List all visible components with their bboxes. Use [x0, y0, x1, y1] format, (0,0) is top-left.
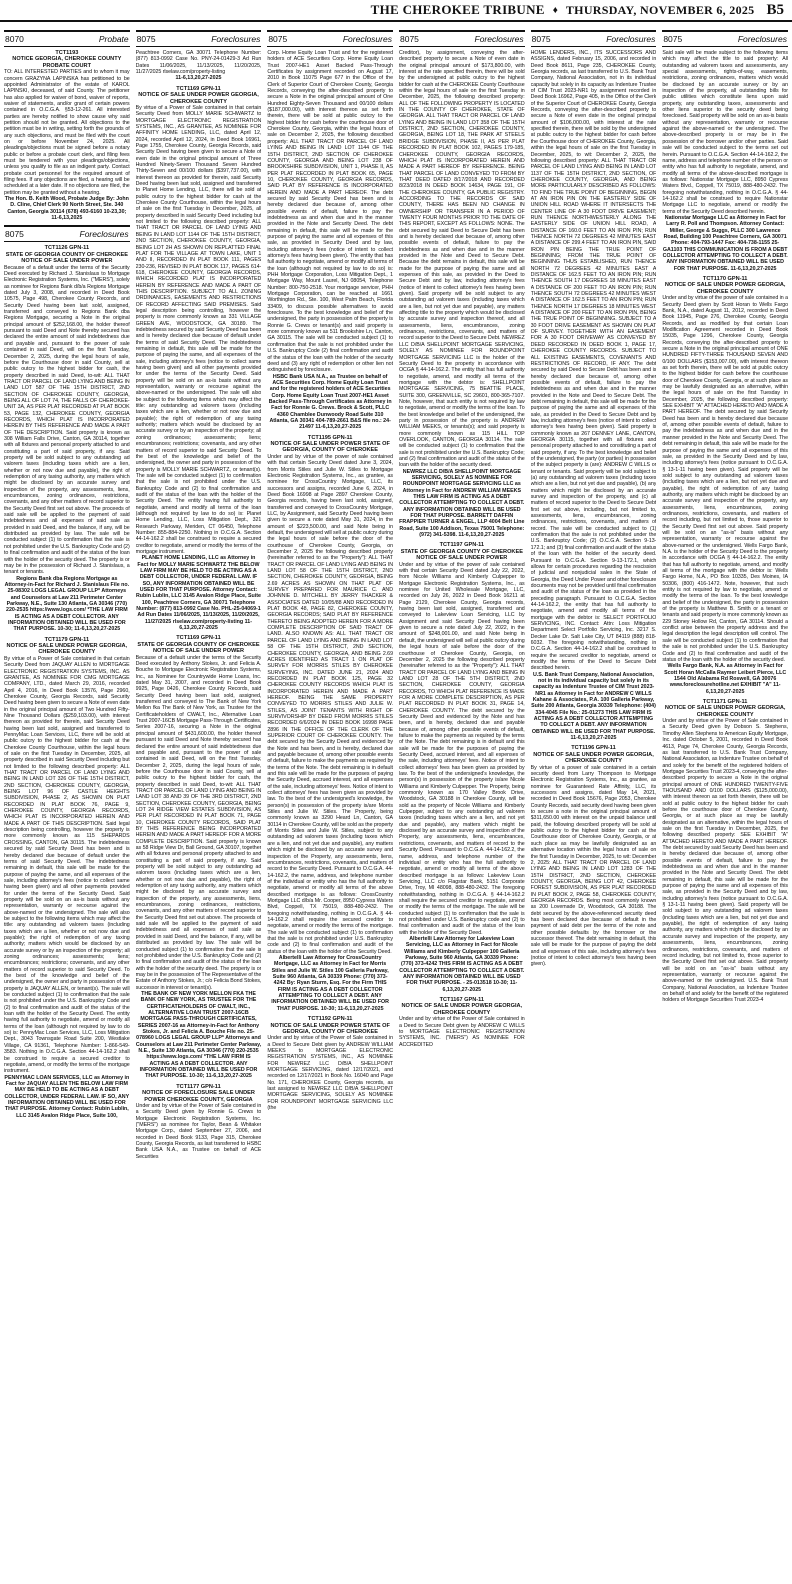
notice-body: Peachtree Corners, GA 30071 Telephone Number: (877) 813-0992 Case No. PNY-24-01429-3 Ad Run Dates 11/06/2025, 11/13/2025, 11/20/2025, 11/27/2025 rlselaw.com/property-listing — [135, 50, 262, 76]
legal-notice — [136, 50, 262, 82]
section-code: 8075 — [136, 34, 156, 44]
notice-reference: TCT1195 GPN-11 — [307, 434, 353, 441]
notice-signature: NEWREZ LLC D/B/A SHELLPOINT MORTGAGE SERVICING, SOLELY AS NOMINEE FOR ROUNDPOINT MORTGAGE SERVICING LLC as Attorney in Fact for ANDREW WILLIAM MEEKS THIS LAW FIRM IS ACTING AS A DEBT COLLECTOR ATTEMPTING TO COLLECT A DEBT. ANY INFORMATION OBTAINED WILL BE USED FOR THAT PURPOSE. BARRETT DAFFIN FRAPPIER TURNER & ENGEL, LLP 4004 Belt Line Road, Suite 100 Addison, Texas 75001 Telephone: (972) 341-5398. 11-6,13,20,27-2025 — [399, 468, 525, 539]
notice-body: Under and by virtue of the Power of Sale contained in a Deed to Secure Debt given by ANDREW WILLIAM MEEKS to MORTGAGE ELECTRONIC REGISTRATION SYSTEMS, INC., AS NOMINEE FOR NEWREZ LLC D/B/A SHELLPOINT MORTGAGE SERVICING, dated 12/17/2021, and recorded on 12/17/2021 in Book No. 16040 and Page No. 171, CHEROKEE County, Georgia records, as last assigned to NEWREZ LLC D/B/A SHELLPOINT MORTGAGE SERVICING, SOLELY AS NOMINEE FOR ROUNDPOINT MORTGAGE SERVICING LLC (the — [267, 1035, 393, 1112]
section-category: Foreclosures — [211, 34, 261, 44]
notice-signature: U.S. Bank Trust Company, National Association, not in its individual capacity but solely in its capacity as Indenture Trustee of CIM Trust 2023-NR1 as Attorney in Fact for ANDREW C WILLS Kahane & Associates, P.A. 100 Galleria Parkway, Suite 200 Atlanta, Georgia 30339 Telephone: (404) 334-4045 File No.: 25-01273 THIS LAW FIRM IS ACTING AS A DEBT COLLECTOR ATTEMPTING TO COLLECT A DEBT. ANY INFORMATION OBTAINED WILL BE USED FOR THAT PURPOSE. 11-6,13,20,27-2025 — [531, 671, 656, 742]
diamond-separator-icon: ♦ — [552, 4, 558, 16]
notice-title: NOTICE OF SALE UNDER POWER GEORGIA, CHEROKEE COUNTY — [138, 92, 259, 105]
notice-title: NOTICE OF SALE UNDER POWER GEORGIA, CHEROKEE COUNTY — [6, 643, 128, 656]
column-2 — [136, 28, 262, 1580]
column-6 — [662, 28, 788, 1580]
notice-body: TO: ALL INTERESTED PARTIES and to whom it may concern GRAZYNA LAPINSKA has petitioned to be appointed Administrator of the estate of KAROL LAPINSKI, deceased, of said County. The petitioner has also applied for waiver of bond, waiver of reports, waiver of statements, and/or grant of certain powers contained in O.C.G.A. §53-12-261. All interested parties are hereby notified to show cause why said petition should not be granted. All objections to the petition must be in writing, setting forth the grounds of any such objections, and must be filed with the court on or before November 24, 2025. All pleadings/objections must be signed before a notary public or before a probate court clerk, and filing fees must be tendered with your pleadings/objections, unless you qualify to file as an indigent party. Contact probate court personnel for the required amount of filing fees. If any objections are filed, a hearing will be scheduled at a later date. If no objections are filed, the petition may be granted without a hearing. — [4, 69, 130, 196]
notice-title: NOTICE GEORGIA, CHEROKEE COUNTY PROBATE COURT — [12, 56, 122, 69]
notice-body: Because of a default under the terms of the Security Deed executed by Richard J. Stanislaus to Mortgage Electronic Registration Systems, Inc. ("MERS"), solely as nominee for Regions Bank d/b/a Regions Mortgage dated July 3, 2008, and recorded in Deed Book 10575, Page 498, Cherokee County Records, and Security Deed having been last sold, assigned, transferred and conveyed to Regions Bank dba Regions Mortgage, securing a Note in the original principal amount of $252,168.00, the holder thereof pursuant to said Deed and Note thereby secured has declared the entire amount of said indebtedness due and payable and, pursuant to the power of sale contained in said Deed, will on the first Tuesday, December 2, 2025, during the legal hours of sale, before the Courthouse door in said County, sell at public outcry to the highest bidder for cash, the property described in said Deed, to-wit: ALL THAT TRACT OR PARCEL OF LAND LYING AND BEING IN LAND LOT 587 OF THE 15TH DISTRICT, 2ND SECTION OF CHEROKEE COUNTY, GEORGIA, BEING ALL OF LOT 74, THE FALLS OF CHEROKEE-UNIT 3A, AS PER PLAT RECORDED AT PLAT BOOK 53, PAGE 132, CHEROKEE COUNTY, GEORGIA RECORDS, WHICH PLAT IS INCORPORATED HEREIN BY THIS REFERENCE AND MADE A PART OF THE DESCRIPTION. Said property is known as 308 William Falls Drive, Canton, GA 30114, together with all fixtures and personal property attached to and constituting a part of said property, if any. Said property will be sold subject to any outstanding ad valorem taxes (including taxes which are a lien, whether or not now due and payable), the right of redemption of any taxing authority, any matters which might be disclosed by an accurate survey and inspection of the property, any assessments, liens, encumbrances, zoning ordinances, restrictions, covenants, and any other matters of record superior to the Security Deed first set out above. The proceeds of said sale will be applied to the payment of said indebtedness and all expenses of said sale as provided in said Deed, and the balance, if any, will be distributed as provided by law. The sale will be conducted subject (1) to confirmation that the sale is not prohibited under the U.S. Bankruptcy Code and (2) to final confirmation and audit of the status of the loan with the holder of the security deed. The property is or may be in the possession of Richard J. Stanislaus, a tenant or tenants. — [4, 264, 130, 576]
notice-body: By virtue of a Power of Sale contained in that certain Security Deed from JAQUAY ALLEN to MORTGAGE ELECTRONIC REGISTRATION SYSTEMS, INC. AS GRANTEE, AS NOMINEE FOR CMG MORTGAGE COMPANY, LTD., dated March 29, 2016, recorded April 4, 2016, in Deed Book 13576, Page 2960, Cherokee County, Georgia Records, said Security Deed having been given to secure a Note of even date in the original principal amount of Two Hundred Fifty-Nine Thousand Dollars ($259,103.00), with interest thereon as provided for therein, said Security Deed having been last sold, assigned and transferred to PennyMac Loan Services, LLC, there will be sold at public outcry to the highest bidder for cash at the Cherokee County Courthouse, within the legal hours of sale on the first Tuesday in December, 2025, all property described in said Security Deed including but not limited to the following described property: ALL THAT TRACT OR PARCEL OF LAND LYING AND BEING IN LAND LOT 326 OF THE 15TH DISTRICT, 2ND SECTION, CHEROKEE COUNTY, GEORGIA, BEING LOT 96 OF CASTLE HEIGHTS SUBDIVISION, PHASE 2, AS SHOWN ON PLAT RECORDED IN PLAT BOOK 76, PAGE 9, CHEROKEE COUNTY, GEORGIA RECORDS, WHICH PLAT IS INCORPORATED HEREIN AND MADE A PART OF THIS DESCRIPTION. Said legal description being controlling, however the property is more commonly known as 115 SHEPARDS CROSSING, CANTON, GA 30115. The indebtedness secured by said Security Deed has been and is hereby declared due because of default under the terms of said Security Deed. The indebtedness remaining in default, this sale will be made for the purpose of paying the same, and all expenses of the sale, including attorney's fees (notice to collect same having been given) and all other payments provided for under the terms of the Security Deed. Said property will be sold on an as-is basis without any representation, warranty or recourse against the above-named or the undersigned. The sale will also be subject to the following items which may affect the title: any outstanding ad valorem taxes (including taxes which are a lien, whether or not now due and payable); the right of redemption of any taxing authority; matters which would be disclosed by an accurate survey or by an inspection of the property; all zoning ordinances; assessments; liens; encumbrances; restrictions; covenants, and any other matters of record superior to said Security Deed. To the best of the knowledge and belief of the undersigned, the owner and party in possession of the property is JAQUAY ALLEN, or tenant(s). The sale will be conducted subject (1) to confirmation that the sale is not prohibited under the U.S. Bankruptcy Code and (2) to final confirmation and audit of the status of the loan with the holder of the Security Deed. The entity having full authority to negotiate, amend or modify all terms of the loan (although not required by law to do so) is: PennyMac Loan Services, LLC, Loss Mitigation Dept., 3043 Townsgate Road Suite 200, Westlake Village, CA 91361, Telephone Number: 1-866-549-3583. Nothing in O.C.G.A. Section 44-14-162.2 shall be construed to require a secured creditor to negotiate, amend, or modify the terms of the mortgage instrument. — [4, 655, 130, 1075]
notice-title: NOTICE OF FORECLOSURE SALE UNDER POWER CHEROKEE COUNTY, GEORGIA — [142, 1090, 255, 1103]
page-number: B5 — [766, 1, 784, 18]
legal-notice — [399, 542, 525, 993]
notice-signature: THE BANK OF NEW YORK MELLON FKA THE BANK OF NEW YORK, AS TRUSTEE FOR THE CERTIFICATEHOLDERS OF CWALT, INC., ALTERNATIVE LOAN TRUST 2007-16CB MORTGAGE PASS-THROUGH CERTIFICATES, SERIES 2007-16 as Attorney-in-Fact for Anthony Stokes, Jr. and Felicia A. Bouche File no. 25-078960 LOGS LEGAL GROUP LLP* Attorneys and Counselors at Law 211 Perimeter Center Parkway, N.E., Suite 130 Atlanta, GA 30346 (770) 220-2535 https://www.logs.com/ *THE LAW FIRM IS ACTING AS A DEBT COLLECTOR. ANY INFORMATION OBTAINED WILL BE USED FOR THAT PURPOSE. 10-30; 11-6,13,20,27-2025 — [135, 990, 262, 1080]
notice-body: HOME LENDERS, INC., ITS SUCCESSORS AND ASSIGNS, dated February 15, 2006, and recorded in Deed Book 8611, Page 235, CHEROKEE County, Georgia records, as last transferred to U.S. Bank Trust Company, National Association, not in its individual capacity but solely in its capacity as Indenture Trustee of CIM Trust 2023-NR1 by assignment recorded in Deed Book 16962, Page 405, in the Office of the Clerk of the Superior Court of CHEROKEE County, Georgia Records, conveying the after-described property to secure a Note of even date in the original principal amount of $106,000.00, with interest at the rate specified therein, there will be sold by the undersigned at public outcry to the highest bidder for cash before the Courthouse door of CHEROKEE County, Georgia, within the legal hours of sale on the first Tuesday in December, 2025, to wit: December 2, 2025, the following described property: ALL THAT TRACT OR PARCEL OF LAND LYING AND BEING IN LAND LOT 1137 OF THE 15TH DISTRICT, 2ND SECTION, OF CHEROKEE COUNTY, GEORGIA, AND BEING MORE PARTICULARLY DESCRIBED AS FOLLOWS: TO FIND THE TRUE POINT OF BEGINNING, BEGIN AT AN IRON PIN ON THE EASTERLY SIDE OF UNION HILL ROAD WHERE IT INTERSECTS THE CENTER LINE OF A 30 FOOT DRIVE EASEMENT; RUN THENCE NORTHWESTERLY ALONG THE EASTERLY SIDE OF UNION HILL ROAD, A DISTANCE OF 160.0 FEET TO AN IRON PIN; RUN THENCE NORTH 72 DEGREES 42 MINUTES EAST A DISTANCE OF 299.4 FEET TO AN IRON PIN, SAID IRON PIN BEING THE TRUE POINT OF BEGINNING; FROM THE TRUE POINT OF BEGINNING THUS ESTABLISHED, RUN THENCE NORTH 72 DEGREES 42 MINUTES EAST A DISTANCE OF 162.5 FEET TO AN IRON PIN; RUN THENCE SOUTH 17 DEGREES 18 MINUTES EAST A DISTANCE OF 200 FEET TO AN IRON PIN; RUN THENCE SOUTH 72 DEGREES 42 MINUTES WEST A DISTANCE OF 162.5 FEET TO AN IRON PIN; RUN THENCE NORTH 17 DEGREES 18 MINUTES WEST A DISTANCE OF 200 FEET TO AN IRON PIN, BEING THE TRUE POINT OF BEGINNING. SUBJECT TO A 30 FOOT DRIVE EASEMENT AS SHOWN ON PLAT OF SURVEY. TOGETHER WITH AN EASEMENT FOR A 30 FOOT DRIVEWAY AS CONVEYED BY DEED RECORDED IN DEED BOOK 1, PAGE 17, CHEROKEE COUNTY RECORDS. SUBJECT TO ALL EXISTING EASEMENTS, COVENANTS AND RESTRICTIONS OF RECORD, IF ANY. The debt secured by said Deed to Secure Debt has been and is hereby declared due because of, among other possible events of default, failure to pay the indebtedness as and when due and in the manner provided in the Note and Deed to Secure Debt. The debt remaining in default, this sale will be made for the purpose of paying the same and all expenses of this sale, as provided in the Deed to Secure Debt and by law, including attorney's fees (notice of intent to collect attorney's fees having been given). Said property is commonly known as 267 DENNEY LANE, CANTON, GEORGIA 30115, together with all fixtures and personal property attached to and constituting a part of said property, if any. To the best knowledge and belief of the undersigned, the party (or parties) in possession of the subject property is (are): ANDREW C WILLS or tenant or tenants. Said property will be sold subject to (a) any outstanding ad valorem taxes (including taxes which are a lien, but not yet due and payable), (b) any matters which might be disclosed by an accurate survey and inspection of the property, and (c) all matters of record superior to the Deed to Secure Debt first set out above, including, but not limited to, assessments, liens, encumbrances, zoning ordinances, restrictions, covenants, and matters of record. The sale will be conducted subject to (1) confirmation that the sale is not prohibited under the U.S. Bankruptcy Code; (2) O.C.G.A. Section 9-13-172.1; and (3) final confirmation and audit of the status of the loan with the holder of the security deed. Pursuant to O.C.G.A. Section 9-13-172.1, which allows for certain procedures regarding the rescission of judicial and nonjudicial sales in the State of Georgia, the Deed Under Power and other foreclosure documents may not be provided until final confirmation and audit of the status of the loan as provided in the preceding paragraph. Pursuant to O.C.G.A. Section 44-14-162.2, the entity that has full authority to negotiate, amend and modify all terms of the mortgage with the debtor is: SELECT PORTFOLIO SERVICING, INC. Contact: Attn: Loss Mitigation Department Select Portfolio Servicing, Inc. 3217 S. Decker Lake Dr. Salt Lake City, UT 84119 (888) 818-6032. The foregoing notwithstanding, nothing in O.C.G.A. Section 44-14-162.2 shall be construed to require the secured creditor to negotiate, amend or modify the terms of the Deed to Secure Debt described herein. — [530, 50, 657, 672]
section-code: 8075 — [5, 229, 24, 240]
notice-body: Said sale will be made subject to the following items which may affect the title to said property: All outstanding ad valorem taxes and assessments, any special assessments, rights-of-way, easements, restrictions, zoning ordinances, matters which would be disclosed by an accurate survey or by an inspection of the property, all outstanding bills for public utilities which constitute liens upon said property, any outstanding taxes, assessments and other liens superior to the security deed being foreclosed. Said property will be sold on an as-is basis without any representation, warranty or recourse against the above-named or the undersigned. The above-described property is or may be in the possession of the borrower and/or other parties. Said sale will be conducted subject to the terms set out herein. Pursuant to O.C.G.A. Section 44-14-162.2, the name, address and telephone number of the person or entity who has full authority to negotiate, amend, and modify all terms of the above-described mortgage is as follows: Nationstar Mortgage LLC, 8950 Cypress Waters Blvd., Coppell, TX 75019, 888-480-2432. The foregoing notwithstanding, nothing in O.C.G.A. § 44-14-162.2 shall be construed to require Nationstar Mortgage LLC to negotiate, amend or modify the terms of the Security Deed described herein. — [662, 50, 788, 215]
legal-notice — [136, 86, 262, 632]
notice-body: Because of a default under the terms of the Security Deed executed by Anthony Stokes, Jr. and Felicia A. Bouche to Mortgage Electronic Registration Systems, Inc., as Nominee for Countrywide Home Loans, Inc. dated May 31, 2007, and recorded in Deed Book 9925, Page 0426, Cherokee County Records, said Security Deed having been last sold, assigned, transferred and conveyed to The Bank of New York Mellon fka The Bank of New York, as Trustee for the Certificateholders of CWALT, Inc., Alternative Loan Trust 2007-16CB Mortgage Pass-Through Certificates, Series 2007-16, securing a Note in the original principal amount of $431,600.00, the holder thereof pursuant to said Deed and Note thereby secured has declared the entire amount of said indebtedness due and payable and, pursuant to the power of sale contained in said Deed, will on the first Tuesday, December 2, 2025, during the legal hours of sale, before the Courthouse door in said County, sell at public outcry to the highest bidder for cash, the property described in said Deed, to-wit: ALL THAT TRACT OR PARCEL OF LAND LYING AND BEING IN LAND LOT 38 AND 39 OF THE 3RD DISTRICT, 2ND SECTION, CHEROKEE COUNTY, GEORGIA, BEING LOT 24 RIDGE VIEW ESTATES SUBDIVISION, AS PER PLAT RECORDED IN PLAT BOOK 71, PAGE 10, CHEROKEE COUNTY RECORDS, SAID PLAT BY THIS REFERENCE BEING INCORPORATED HEREIN AND MADE A PART HEREOF FOR A MORE COMPLETE DESCRIPTION. Said property is known as 58 Ridge View Dr, Ball Ground, GA 30107, together with all fixtures and personal property attached to and constituting a part of said property, if any. Said property will be sold subject to any outstanding ad valorem taxes (including taxes which are a lien, whether or not now due and payable), the right of redemption of any taxing authority, any matters which might be disclosed by an accurate survey and inspection of the property, any assessments, liens, encumbrances, zoning ordinances, restrictions, covenants, and any other matters of record superior to the Security Deed first set out above. The proceeds of said sale will be applied to the payment of said indebtedness and all expenses of said sale as provided in said Deed, and the balance, if any, will be distributed as provided by law. The sale will be conducted subject (1) to confirmation that the sale is not prohibited under the U.S. Bankruptcy Code and (2) to final confirmation and audit of the status of the loan with the holder of the security deed. The property is or may be in the possession of The Representative of the Estate of Anthony Stokes, Jr.; c/o Felicia Bond Stokes, successor in interest or tenant(s). — [135, 654, 262, 991]
notice-reference: TCT1171 GPN-11 — [702, 698, 748, 705]
notice-reference: TCT1196 GPN-11 — [571, 745, 616, 752]
section-header — [399, 30, 525, 47]
section-category: Foreclosures — [342, 34, 392, 44]
legal-notice — [662, 699, 788, 1004]
issue-date: THURSDAY, NOVEMBER 6, 2025 — [565, 2, 755, 17]
notice-reference: TCT1193 — [55, 50, 79, 56]
legal-notice — [399, 997, 525, 1048]
column-1 — [4, 28, 130, 1580]
notice-reference: TCT1167 GPN-11 — [439, 997, 485, 1004]
notice-body: Under and by virtue of the Power of Sale contained in a Security Deed given by Dobson S. Stephens, Timothy Allen Stephens to American Equity Mortgage, Inc. dated October 5, 2001, recorded in Deed Book 4613, Page 74, Cherokee County, Georgia Records, as last transferred to U.S. Bank Trust Company, National Association, as Indenture Trustee on behalf of and solely for the benefit of the registered holders of Mortgage Securities Trust 2023-4, conveying the after-described property to secure a Note in the original principal amount of ONE HUNDRED TWENTY-FIVE THOUSAND AND 0/100 DOLLARS ($125,000.00), with interest thereon as set forth therein, there will be sold at public outcry to the highest bidder for cash before the courthouse door of Cherokee County, Georgia, or at such place as may be lawfully designated as an alternative, within the legal hours of sale on the first Tuesday in December, 2025, the following described property: SEE EXHIBIT "A" ATTACHED HERETO AND MADE A PART HEREOF. The debt secured by said Security Deed has been and is hereby declared due because of, among other possible events of default, failure to pay the indebtedness as and when due and in the manner provided in the Note and Security Deed. The debt remaining in default, this sale will be made for the purpose of paying the same and all expenses of this sale, as provided in the Security Deed and by law, including attorney's fees (notice pursuant to O.C.G.A. § 13-1-11 having been given). Said property will be sold subject to any outstanding ad valorem taxes (including taxes which are a lien, but not yet due and payable), the right of redemption of any taxing authority, any matters which might be disclosed by an accurate survey and inspection of the property, any assessments, liens, encumbrances, zoning ordinances, restrictions, covenants, and matters of record including, but not limited to, those superior to the Security Deed first set out above. Said property will be sold on an "as-is" basis without any representation, warranty or recourse against the above-named or the undersigned. U.S. Bank Trust Company, National Association, as Indenture Trustee on behalf of and solely for the benefit of the registered holders of Mortgage Securities Trust 2023-4 — [662, 718, 788, 1004]
section-category: Probate — [98, 34, 129, 44]
legal-notice — [531, 745, 657, 967]
notice-signature: Wells Fargo Bank, N.A. as Attorney in Fact for Scott Horan McCalla Raymer Leibert Pierce, LLC 1544 Old Alabama Rd Roswell, GA 30076 www.foreclosurehotline.net EXHIBIT "A" 11-6,13,20,27-2025 — [664, 663, 787, 695]
notice-signature: 11-6,13,20,27-2025 — [175, 75, 222, 82]
notice-title: NOTICE OF SALE UNDER POWER STATE OF GEORGIA, COUNTY OF CHEROKEE — [270, 441, 390, 454]
notice-reference: TCT1197 GPN-11 — [439, 542, 485, 549]
notice-reference: TCT1169 GPN-11 — [176, 85, 221, 92]
legal-notice — [4, 637, 130, 1119]
legal-notice — [531, 50, 657, 741]
notice-reference: TCT1179 GPN-11 — [44, 636, 90, 643]
section-code: 8075 — [663, 34, 683, 44]
notice-title: NOTICE OF SALE UNDER POWER STATE OF GEORGIA, COUNTY OF CHEROKEE — [270, 1022, 390, 1035]
legal-notice — [399, 50, 525, 538]
notice-signature: PENNYMAC LOAN SERVICES, LLC as Attorney in Fact for JAQUAY ALLEN THE BELOW LAW FIRM MAY BE HELD TO BE ACTING AS A DEBT COLLECTOR, UNDER FEDERAL LAW. IF SO, ANY INFORMATION OBTAINED WILL BE USED FOR THAT PURPOSE. Attorney Contact: Rubin Lublin, LLC 3145 Avalon Ridge Place, Suite 100, — [4, 1074, 130, 1119]
notice-title: NOTICE OF SALE UNDER POWER GEORGIA, CHEROKEE COUNTY — [401, 1003, 523, 1016]
newspaper-name: THE CHEROKEE TRIBUNE — [370, 2, 545, 17]
legal-notice — [4, 245, 130, 632]
column-5 — [531, 28, 657, 1580]
section-header — [662, 30, 788, 47]
notice-reference: TCT1170 GPN-11 — [702, 276, 748, 283]
notice-title: NOTICE OF SALE UNDER POWER GEORGIA, CHEROKEE COUNTY — [533, 751, 654, 765]
notice-signature: PLANET HOME LENDING, LLC as Attorney in Fact for MOLLY MARIE SCHWARTZ THE BELOW LAW FIRM MAY BE HELD TO BE ACTING AS A DEBT COLLECTOR, UNDER FEDERAL LAW. IF SO, ANY INFORMATION OBTAINED WILL BE USED FOR THAT PURPOSE. Attorney Contact: Rubin Lublin, LLC 3145 Avalon Ridge Place, Suite 100, Peachtree Corners, GA 30071 Telephone Number: (877) 813-0992 Case No. PHL-25-04069-1 Ad Run Dates 11/06/2025, 11/13/2025, 11/20/2025, 11/27/2025 rlselaw.com/property-listing 11-6,13,20,27-2025 — [135, 555, 261, 632]
notice-body: Under and by virtue of the power of sale contained in a Security Deed given by Scott Horan to Wells Fargo Bank, N.A., dated August 11, 2012, recorded in Deed Book 11945, Page 276, Cherokee County, Georgia Records, and as modified by that certain Loan Modification Agreement recorded in Deed Book 15035, Page 1296, Cherokee County, Georgia Records, conveying the after-described property to secure a Note in the original principal amount of ONE HUNDRED FIFTY-THREE THOUSAND SEVEN AND 0/100 DOLLARS ($153,007.00), with interest thereon as set forth therein, there will be sold at public outcry to the highest bidder for cash before the courthouse door of Cherokee County, Georgia, or at such place as may be lawfully designated as an alternative, within the legal hours of sale on the first Tuesday in December, 2025, the following described property: SEE EXHIBIT "A" ATTACHED HERETO AND MADE A PART HEREOF. The debt secured by said Security Deed has been and is hereby declared due because of, among other possible events of default, failure to pay the indebtedness as and when due and in the manner provided in the Note and Security Deed. The debt remaining in default, this sale will be made for the purpose of paying the same and all expenses of this sale, as provided in the Security Deed and by law, including attorney's fees (notice pursuant to O.C.G.A. § 13-1-11 having been given). Said property will be sold subject to any outstanding ad valorem taxes (including taxes which are a lien, but not yet due and payable), the right of redemption of any taxing authority, any matters which might be disclosed by an accurate survey and inspection of the property, any assessments, liens, encumbrances, zoning ordinances, restrictions, covenants, and matters of record including, but not limited to, those superior to the Security Deed first set out above. Said property will be sold on an "as-is" basis without any representation, warranty or recourse against the above-named or the undersigned. Wells Fargo Bank, N.A. is the holder of the Security Deed to the property in accordance with OCGA § 44-14-162.2. The entity that has full authority to negotiate, amend, and modify all terms of the mortgage with the debtor is: Wells Fargo Home, N.A., PO Box 10335, Des Moines, IA 50306, (800) 416-1472. Note, however, that such entity is not required by law to negotiate, amend or modify the terms of the loan. To the best knowledge and belief of the undersigned, the party in possession of the property is Matthew B. Smith or a tenant or tenants and said property is more commonly known as 229 Stoney Hollow Rd, Canton, GA 30114. Should a conflict arise between the property address and the legal description the legal description will control. The sale will be conducted subject (1) to confirmation that the sale is not prohibited under the U.S. Bankruptcy Code and (2) to final confirmation and audit of the status of the loan with the holder of the security deed. — [662, 295, 788, 663]
section-header — [136, 30, 262, 47]
legal-notice — [267, 50, 393, 431]
notice-body: By virtue of a power of sale contained in a certain security deed from Larry Thompson to Mortgage Electronic Registration Systems, Inc., as grantee, as nominee for Guaranteed Rate Affinity, LLC, its successors and assigns, dated May 14, 2021, recorded in Deed Book 15676, Page 2053, Cherokee County Records, said security deed having been given to secure a note in the original principal amount of $311,650.00 with interest on the unpaid balance until paid, the following described property will be sold at public outcry to the highest bidder for cash at the Courthouse door of Cherokee County, Georgia, or at such place as may be lawfully designated as an alternative location within the legal hours of sale on the first Tuesday in December, 2025, to wit: December 2, 2025: ALL THAT TRACT OR PARCEL OF LAND LYING AND BEING IN LAND LOT 1283 OF THE 15TH DISTRICT, 2ND SECTION, CHEROKEE COUNTY, GEORGIA, BEING LOT 42, CHEROKEE FOREST SUBDIVISION, AS PER PLAT RECORDED IN PLAT BOOK 2, PAGE 58, CHEROKEE COUNTY, GEORGIA RECORDS. Being most commonly known as 200 Lovemade Dr, Woodstock, GA 30188. The debt secured by the above-referenced security deed has been declared due because of default in the payment of said debt per the terms of the note and other possible defaults by the borrower or the successor thereof. The debt remaining in default, this sale will be made for the purpose of paying the debt and all expenses of this sale, including attorney's fees (notice of intent to collect attorney's fees having been given). — [530, 764, 657, 968]
notice-reference: TCT1169 GPN-11 — [176, 635, 221, 642]
section-header — [4, 225, 130, 242]
section-category: Foreclosures — [474, 34, 524, 44]
legal-notice — [662, 276, 788, 695]
notice-title: NOTICE OF SALE UNDER POWER GEORGIA, CHEROKEE COUNTY — [664, 282, 786, 295]
notice-body: Creditor), by assignment, conveying the after-described property to secure a Note of even date in the original principal amount of $173,800.00, with interest at the rate specified therein, there will be sold by the undersigned at public outcry to the highest bidder for cash at the CHEROKEE County Courthouse within the legal hours of sale on the first Tuesday in December, 2025, the following described property: ALL OF THE FOLLOWING PROPERTY IS LOCATED IN THE COUNTY OF CHEROKEE, STATE OF GEORGIA. ALL THAT TRACT OR PARCEL OF LAND LYING AND BEING IN LAND LOT 358 OF THE 15TH DISTRICT, 2ND SECTION, CHEROKEE COUNTY, GEORGIA, BEING LOT 18, THE PARK AT STEELS BRIDGE SUBDIVISION, PHASE II, AS PER PLAT RECORDED IN PLAT BOOK 102, PAGES 179-185, CHEROKEE COUNTY, GEORGIA RECORDS, WHICH PLAT IS INCORPORATED HEREIN AND MADE A PART HEREOF BY REFERENCE. BEING THAT PARCEL OF LAND CONVEYED TO FROM BY THAT DEED DATED 8/17/2018 AND RECORDED 8/23/2018 IN DEED BOOK 14634, PAGE 191, OF THE CHEROKEE COUNTY, GA PUBLIC REGISTRY. ACCORDING TO THE RECORDS OF SAID COUNTY, THERE HAS BEEN NO CHANGE IN OWNERSHIP OR TRANSFER IN A PERIOD OF TWENTY FOUR MONTHS PRIOR TO THE DATE OF THIS REPORT, EXCEPT AS FOLLOWS: NONE. The debt secured by said Deed to Secure Debt has been and is hereby declared due because of, among other possible events of default, failure to pay the indebtedness as and when due and in the manner provided in the Note and Deed to Secure Debt. Because the debt remains in default, this sale will be made for the purpose of paying the same and all expenses of this sale, as provided in the Deed to Secure Debt and by law, including attorney's fees (notice of intent to collect attorney's fees having been given). Said property will be sold subject to any outstanding ad valorem taxes (including taxes which are a lien, but not yet due and payable), any matters affecting title to the property which would be disclosed by accurate survey and inspection thereof, and all assessments, liens, encumbrances, zoning ordinances, restrictions, covenants, and matters of record superior to the Deed to Secure Debt. NEWREZ LLC D/B/A SHELLPOINT MORTGAGE SERVICING, SOLELY AS NOMINEE FOR ROUNDPOINT MORTGAGE SERVICING LLC is the holder of the Security Deed to the property in accordance with OCGA § 44-14-162.2. The entity that has full authority to negotiate, amend, and modify all terms of the mortgage with the debtor is: SHELLPOINT MORTGAGE SERVICING, 75 BEATTIE PLACE, SUITE 300, GREENVILLE, SC 29601, 800-365-7107. Note, however, that such entity is not required by law to negotiate, amend or modify the terms of the loan. To the best knowledge and belief of the undersigned, the party in possession of the property is ANDREW WILLIAM MEEKS, or tenants(s); and said property is more commonly known as 115 HILL TOP OVERLOOK, CANTON, GEORGIA 30114. The sale will be conducted subject (1) to confirmation that the sale is not prohibited under the U.S. Bankruptcy Code; and (2) final confirmation and audit of the status of the loan with the holder of the security deed. — [398, 50, 525, 469]
section-category: Foreclosures — [606, 34, 656, 44]
notice-title: STATE OF GEORGIA COUNTY OF CHEROKEE NOTICE OF SALE UNDER POWER — [137, 641, 260, 655]
legal-notice — [4, 50, 130, 221]
notice-signature: Regions Bank dba Regions Mortgage as Attorney-in-Fact for Richard J. Stanislaus File no. 25-08302 LOGS LEGAL GROUP LLP* Attorneys and Counselors at Law 211 Perimeter Center Parkway, N.E., Suite 130 Atlanta, GA 30346 (770) 220-2535 https://www.logs.com/ *THE LAW FIRM IS ACTING AS A DEBT COLLECTOR. ANY INFORMATION OBTAINED WILL BE USED FOR THAT PURPOSE. 10-30; 11-6,13,20,27-2025 — [4, 575, 130, 633]
notice-signature: Nationstar Mortgage LLC as Attorney in Fact for Larry R. Poll and Thompson. Attorney Contact: Miller, George & Suggs, PLLC 300 Lawrence Road, Building 100 Peachtree Corners, GA 30071 Phone: 404-793-1447 Fax: 404-738-1155 25-GA1103 THIS COMMUNICATION IS FROM A DEBT COLLECTOR ATTEMPTING TO COLLECT A DEBT. ANY INFORMATION OBTAINED WILL BE USED FOR THAT PURPOSE. 11-6,13,20,27-2025 — [662, 214, 788, 272]
section-header — [531, 30, 657, 47]
section-code: 8075 — [531, 34, 551, 44]
section-code: 8075 — [399, 34, 419, 44]
section-header — [4, 30, 130, 47]
classifieds-columns — [4, 28, 788, 1580]
legal-notice — [136, 635, 262, 1079]
notice-reference: TCT1192 GPN-11 — [307, 1016, 353, 1023]
notice-title: NOTICE OF SALE UNDER POWER GEORGIA, CHEROKEE COUNTY — [664, 705, 786, 718]
legal-notice — [662, 50, 788, 272]
section-header — [267, 30, 393, 47]
masthead — [0, 0, 792, 22]
notice-body: Under and by virtue of the power of sale contained with that certain Security Deed dated June 3, 2024, from Morris Stiles and Julie W. Stiles to Mortgage Electronic Registration Systems, Inc., as grantee, as nominee for CrossCountry Mortgage, LLC, its successors and assigns, recorded June 6, 2024, in Deed Book 16998 at Page 2897 Cherokee County, Georgia records, having been last sold, assigned, transferred and conveyed to CrossCountry Mortgage, LLC, by Assignment, said Security Deed having been given to secure a note dated May 31, 2024, in the amount of $223,500.00, and said Note being in default, the undersigned will sell at public outcry during the legal hours of sale before the door of the courthouse of Cherokee County, Georgia, on December 2, 2025 the following described property (hereinafter referred to as the "Property"): ALL THAT TRACT OR PARCEL OF LAND LYING AND BEING IN LAND LOT 58 OF THE 15TH DISTRICT, 2ND SECTION, CHEROKEE COUNTY, GEORGIA, BEING 2.69 ACRES AS SHOWN ON THAT PLAT OF SURVEY PREPARED FOR MAURICE C. AND JOHNNIE D. MITCHELL BY JERRY THACKER & ASSOCIATES DATED 10/05/88 AND RECORDED IN PLAT BOOK 48, PAGE 82, CHEROKEE COUNTY, GEORGIA RECORDS; SAID PLAT BY REFERENCE THERETO BEING ADOPTED HEREIN FOR A MORE COMPLETE DESCRIPTION OF SAID TRACT OF LAND. ALSO KNOWN AS: ALL THAT TRACT OR PARCEL OF LAND LYING AND BEING IN LAND LOT 58 OF THE 15TH DISTRICT, 2ND SECTION, CHEROKEE COUNTY, GEORGIA, AND BEING 2.69 ACRES IDENTIFIED AS TRACT 1 ON PLAT OF SURVEY FOR MORRIS STILES BY CHEROKEE SURVEYING, INC. DATED JUNE 21, 2024 AND RECORDED IN PLAT BOOK 125, PAGE 32 CHEROKEE COUNTY RECORDS WHICH PLAT IS INCORPORATED HEREIN AND MADE A PART HEREOF. BEING THE SAME PROPERTY CONVEYED TO MORRIS STILES AND JULIE W. STILES, AS JOINT TENANTS WITH RIGHT OF SURVIVORSHIP BY DEED FROM MORRIS STILES RECORDED 6/6/2024 IN DEED BOOK 16998 PAGE 2896 IN THE OFFICE OF THE CLERK OF THE SUPERIOR COURT OF CHEROKEE COUNTY. The debt secured by the Security Deed and evidenced by the Note and has been, and is hereby, declared due and payable because of, among other possible events of default, failure to make the payments as required by the terms of the Note. The debt remaining is in default and this sale will be made for the purposes of paying the Security Deed, accrued interest, and all expenses of the sale, including attorneys' fees. Notice of intent to collect attorneys' fees has been given as provided by law. To the best of the undersigned's knowledge, the person(s) in possession of the property is/are Morris Stiles and Julie W. Stiles. The Property, being commonly known as 3290 Heard Ln, Canton, GA 30114 in Cherokee County, will be sold as the property of Morris Stiles and Julie W. Stiles, subject to any outstanding ad valorem taxes (including taxes which are a lien, and not yet due and payable), any matters which might be disclosed by an accurate survey and inspection of the Property, any assessments, liens, encumbrances, restrictions, covenants, and matters of record to the Security Deed. Pursuant to O.C.G.A. 44-14-162.2, the name, address, and telephone number of the individual or entity who has the full authority to negotiate, amend or modify all terms of the above described mortgage is as follows: CrossCountry Mortgage LLC d/b/a Mr. Cooper, 8950 Cypress Waters Blvd, Coppell, TX 75019, 888-480-2432. The foregoing notwithstanding, nothing in O.C.G.A. § 44-14-162.2 shall require the secured creditor to negotiate, amend or modify the terms of the mortgage. The sale will be conducted subject (1) to confirmation that the sale is not prohibited under U.S. Bankruptcy code and (2) to final confirmation and audit of the status of the loan with the holder of the Security Deed. — [267, 453, 393, 955]
notice-title: STATE OF GEORGIA COUNTY OF CHEROKEE NOTICE OF SALE UNDER POWER — [400, 548, 523, 562]
notice-body: By virtue of a Power of Sale contained in that certain Security Deed from MOLLY MARIE SCHWARTZ to MORTGAGE ELECTRONIC REGISTRATION SYSTEMS, INC., AS GRANTEE, AS NOMINEE FOR AFFINITY HOME LENDING, LLC, dated April 12, 2024, recorded April 12, 2024, in Deed Book 16961, Page 1755, Cherokee County, Georgia Records, said Security Deed having been given to secure a Note of even date in the original principal amount of Three Hundred Ninety-Seven Thousand Seven Hundred Thirty-Seven and 00/100 dollars ($397,737.00), with interest thereon as provided for therein, said Security Deed having been last sold, assigned and transferred to Planet Home Lending, LLC, there will be sold at public outcry to the highest bidder for cash at the Cherokee County Courthouse, within the legal hours of sale on the first Tuesday in December, 2025, all property described in said Security Deed including but not limited to the following described property: ALL THAT TRACT OR PARCEL OF LAND LYING AND BEING IN LAND LOT 1144 OF THE 15TH DISTRICT, 2ND SECTION, CHEROKEE COUNTY, GEORGIA, BEING LOT 2H AS SHOWN ON REPLATTED FINAL PLAT FOR THE VILLAGE AT TOWN LAKE, UNIT 1 AND II, RECORDED IN PLAT BOOK 111, PAGES 230-236, REVISED IN PLAT BOOK 117, PAGES 614-618, CHEROKEE COUNTY, GEORGIA RECORDS, WHICH RECORDED PLAT IS INCORPORATED HEREIN BY REFERENCE AND MADE A PART OF THIS DESCRIPTION. SUBJECT TO ALL ZONING ORDINANCES, EASEMENTS AND RESTRICTIONS OF RECORD AFFECTING SAID PREMISES. Said legal description being controlling, however the property is more commonly known as 331 VILLAGE GREEN AVE, WOODSTOCK, GA 30189. The indebtedness secured by said Security Deed has been and is hereby declared due because of default under the terms of said Security Deed. The indebtedness remaining in default, this sale will be made for the purpose of paying the same, and all expenses of the sale, including attorney's fees (notice to collect same having been given) and all other payments provided for under the terms of the Security Deed. Said property will be sold on an as-is basis without any representation, warranty or recourse against the above-named or the undersigned. The sale will also be subject to the following items which may affect the title: any outstanding ad valorem taxes (including taxes which are a lien, whether or not now due and payable); the right of redemption of any taxing authority; matters which would be disclosed by an accurate survey or by an inspection of the property; all zoning ordinances; assessments; liens; encumbrances; restrictions; covenants, and any other matters of record superior to said Security Deed. To the best of the knowledge and belief of the undersigned, the owner and party in possession of the property is MOLLY MARIE SCHWARTZ, or tenant(s). The sale will be conducted subject (1) to confirmation that the sale is not prohibited under the U.S. Bankruptcy Code and (2) to final confirmation and audit of the status of the loan with the holder of the Security Deed. The entity having full authority to negotiate, amend and modify all terms of the loan (although not required by law to do so) is: Planet Home Lending, LLC, Loss Mitigation Dept., 321 Research Parkway, Meriden, CT 06450, Telephone Number: 855-884-2250. Nothing in O.C.G.A. Section 44-14-162.2 shall be construed to require a secured creditor to negotiate, amend or modify the terms of the mortgage instrument. — [135, 104, 262, 555]
legal-notice — [267, 1016, 393, 1111]
legal-notice — [136, 1084, 262, 1160]
section-category: Foreclosures — [737, 34, 787, 44]
notice-signature: Albertelli Law Attorney for Lakeview Loan Servicing, LLC as Attorney in Fact for Nicole Williams and Kimberly Culpepper 100 Galleria Parkway, Suite 960 Atlanta, GA 30339 Phone: (770) 373-4242 THIS FIRM IS ACTING AS A DEBT COLLECTOR ATTEMPTING TO COLLECT A DEBT. ANY INFORMATION OBTAINED WILL BE USED FOR THAT PURPOSE. - 25-013518 10-30; 11-6,13,20,27-2025 — [399, 935, 525, 993]
section-category: Foreclosures — [79, 229, 129, 240]
notice-body: Under and by virtue of the Power of Sale contained in a Deed to Secure Debt given by ANDREW C WILLS to MORTGAGE ELECTRONIC REGISTRATION SYSTEMS, INC. ("MERS") AS NOMINEE FOR ACCREDITED — [398, 1016, 525, 1048]
column-3 — [267, 28, 393, 1580]
notice-signature: Albertelli Law Attorney for CrossCountry Mortgage, LLC as Attorney in Fact for Morris Stiles and Julie W. Stiles 100 Galleria Parkway, Suite 960 Atlanta, GA 30339 Phone: (770) 373-4242 By: Ryan Sturm, Esq. For the Firm THIS FIRM IS ACTING AS A DEBT COLLECTOR ATTEMPTING TO COLLECT A DEBT. ANY INFORMATION OBTAINED WILL BE USED FOR THAT PURPOSE. 10-30; 11-6,13,20,27-2025 — [271, 955, 389, 1012]
notice-title: STATE OF GEORGIA COUNTY OF CHEROKEE NOTICE OF SALE UNDER POWER — [5, 251, 128, 265]
section-code: 8070 — [5, 34, 24, 44]
column-4 — [399, 28, 525, 1580]
notice-body: Under and by virtue of the Power of Sale contained in a Security Deed given by Ronnie G. Crews to Mortgage Electronic Registration Systems, Inc. ("MERS") as nominee for Taylor, Bean & Whitaker Mortgage Corp., dated September 27, 2006, and recorded in Deed Book 9133, Page 315, Cherokee County, Georgia Records, as last transferred to HSBC Bank USA N.A., as Trustee on behalf of ACE Securities — [135, 1102, 262, 1160]
legal-notice — [267, 435, 393, 1012]
notice-signature: The Hon. B. Keith Wood, Probate Judge By: John D. Cline, Chief Clerk 90 North Street, Ste. 340 Canton, Georgia 30114 (678) 493-6160 10-23,30; 11-6,13,2025 — [4, 196, 129, 222]
notice-body: Under and by virtue of the power of sale contained with that certain Security Deed dated July 22, 2022, from Nicole Williams and Kimberly Culpepper to Mortgage Electronic Registration Systems, Inc., as nominee for United Wholesale Mortgage, LLC, recorded on July 26, 2022 in Deed Book 16211 at Page 2129, Cherokee County, Georgia records, having been last sold, assigned, transferred and conveyed to Lakeview Loan Servicing, LLC by Assignment and said Security Deed having been given to secure a note dated July 22, 2022, in the amount of $248,001.00, and said Note being in default, the undersigned will sell at public outcry during the legal hours of sale before the door of the courthouse of Cherokee County, Georgia, on December 2, 2025 the following described property (hereinafter referred to as the "Property"): ALL THAT TRACT OR PARCEL OF LAND LYING AND BEING IN LAND LOT 28 OF THE 5TH DISTRICT, 2ND SECTION, CHEROKEE COUNTY, GEORGIA RECORDS, TO WHICH PLAT REFERENCE IS MADE FOR A MORE COMPLETE DESCRIPTION, AS PER PLAT RECORDED IN PLAT BOOK 31, PAGE 14, CHEROKEE COUNTY. The debt secured by the Security Deed and evidenced by the Note and has been, and is hereby, declared due and payable because of, among other possible events of default, failure to make the payments as required by the terms of the Note. The debt remaining is in default and this sale will be made for the purposes of paying the Security Deed, accrued interest, and all expenses of the sale, including attorneys' fees. Notice of intent to collect attorneys' fees has been given as provided by law. To the best of the undersigned's knowledge, the person(s) in possession of the property is/are Nicole Williams and Kimberly Culpepper. The Property, being commonly known as 170 Valley Brook Drive, Woodstock, GA 30188 in Cherokee County, will be sold as the property of Nicole Williams and Kimberly Culpepper, subject to any outstanding ad valorem taxes (including taxes which are a lien, and not yet due and payable), any matters which might be disclosed by an accurate survey and inspection of the Property, any assessments, liens, encumbrances, restrictions, covenants, and matters of record to the Security Deed. Pursuant to O.C.G.A. 44-14-162.2, the name, address, and telephone number of the individual or entity who has the full authority to negotiate, amend or modify all terms of the above described mortgage is as follows: Lakeview Loan Servicing, LLC c/o Flagstar Bank, 5151 Corporate Drive, Troy, MI 48098, 888-480-2432. The foregoing notwithstanding, nothing in O.C.G.A. § 44-14-162.2 shall require the secured creditor to negotiate, amend or modify the terms of the mortgage. The sale will be conducted subject (1) to confirmation that the sale is not prohibited under U.S. Bankruptcy code and (2) to final confirmation and audit of the status of the loan with the holder of the Security Deed. — [398, 561, 525, 936]
notice-signature: HSBC Bank USA N.A., as Trustee on behalf of ACE Securities Corp. Home Equity Loan Trust and for the registered holders of ACE Securities Corp. Home Equity Loan Trust 2007-HE1 Asset Backed Pass-Through Certificates as Attorney in Fact for Ronnie G. Crews. Brock & Scott, PLLC 4360 Chamblee Dunwoody Road Suite 310 Atlanta, GA 30341 404-789-2661 B&S file no.: 24-21497 11-6,13,20,27-2025 — [268, 373, 392, 431]
notice-reference: TCT1177 GPN-11 — [176, 1083, 221, 1090]
notice-body: Corp. Home Equity Loan Trust and for the registered holders of ACE Securities Corp. Home Equity Loan Trust 2007-HE1 Asset Backed Pass-Through Certificates by assignment recorded on August 17, 2010 in Book 11075 Page 677 in the Office of the Clerk of Superior Court of Cherokee County, Georgia Records, conveying the after-described property to secure a Note in the original principal amount of One Hundred Eighty-Seven Thousand and 00/100 dollars ($187,000.00), with interest thereon as set forth therein, there will be sold at public outcry to the highest bidder for cash before the courthouse door of Cherokee County, Georgia, within the legal hours of sale on December 2, 2025, the following described property: ALL THAT TRACT OR PARCEL OF LAND LYING AND BEING IN LAND LOT 1144 OF THE 15TH DISTRICT, 2ND SECTION OF CHEROKEE COUNTY, GEORGIA AND BEING LOT 238 OF BROOKSHIRE SUBDIVISION, UNIT 1, PHASE II, AS PER PLAT RECORDED IN PLAT BOOK 65, PAGE 10, CHEROKEE COUNTY, GEORGIA RECORDS, SAID PLAT BY REFERENCE IS INCORPORATED HEREIN AND MADE A PART HEREOF. The debt secured by said Security Deed has been and is hereby declared due because of, among other possible events of default, failure to pay the indebtedness as and when due and in the manner provided in the Note and Security Deed. The debt remaining in default, this sale will be made for the purpose of paying the same and all expenses of this sale, as provided in Security Deed and by law, including attorney's fees (notice of intent to collect attorney's fees having been given). The entity that has full authority to negotiate, amend or modify all terms of the loan (although not required by law to do so) is: PHH Mortgage Corporation, Loss Mitigation Dept., 1 Mortgage Way, Mount Laurel, NJ 08054, Telephone Number: 800-750-2518. Your mortgage servicer, PHH Mortgage Corporation, can be reached at 1661 Worthington Rd., Ste. 100, West Palm Beach, Florida 33409, to discuss possible alternatives to avoid foreclosure. To the best knowledge and belief of the undersigned, the party in possession of the property is Ronnie G. Crews or tenant(s) and said property is more commonly known as 511 Brookshire Ln, Canton, GA 30115. The sale will be conducted subject (1) to confirmation that the sale is not prohibited under the U.S. Bankruptcy Code (2) final confirmation and audit of the status of the loan with the holder of the security deed and (3) any right of redemption or other lien not extinguished by foreclosure. — [267, 50, 393, 374]
section-code: 8075 — [268, 34, 288, 44]
notice-reference: TCT1126 GPN-11 — [44, 245, 90, 252]
